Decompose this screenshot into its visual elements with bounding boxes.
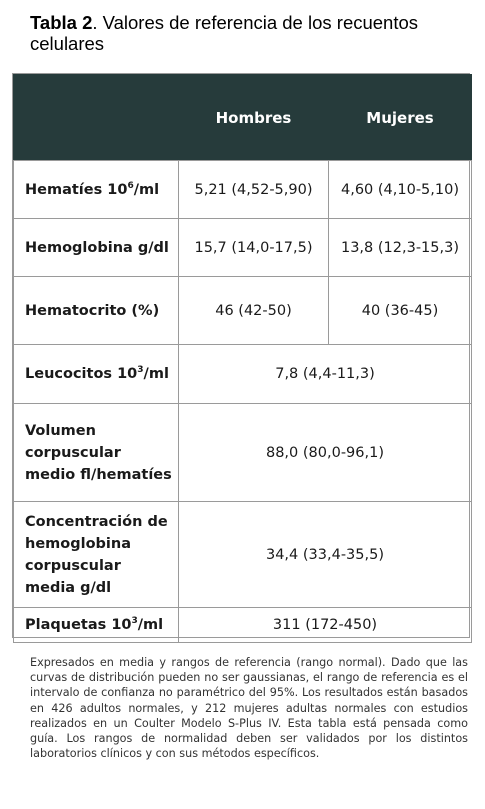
cell-hematocrito-mujeres: 40 (36-45) — [329, 277, 472, 345]
cell-volumen: 88,0 (80,0-96,1) — [179, 404, 472, 502]
caption-text: . Valores de referencia de los recuentos celulares — [30, 12, 419, 54]
table-row — [14, 277, 472, 345]
cell-hemoglobina-hombres: 15,7 (14,0-17,5) — [179, 219, 329, 277]
reference-values-table — [12, 73, 470, 638]
header-mujeres: Mujeres — [329, 75, 472, 161]
table-row — [14, 608, 472, 643]
header-blank — [14, 75, 179, 161]
table-row — [14, 345, 472, 404]
cell-hematies-mujeres: 4,60 (4,10-5,10) — [329, 161, 472, 219]
table-caption — [30, 12, 470, 54]
row-label-volumen: Volumen corpuscular medio fl/hematíes — [14, 404, 179, 502]
table-row — [14, 161, 472, 219]
cell-concentracion: 34,4 (33,4-35,5) — [179, 502, 472, 608]
row-label-hemoglobina: Hemoglobina g/dl — [14, 219, 179, 277]
table-row — [14, 219, 472, 277]
row-label-leucocitos: Leucocitos $10^3/ml$ — [14, 345, 179, 404]
table-footnote: Expresados en media y rangos de referencia (rango normal). Dado que las curvas de distribución pueden no ser gaussianas, el rango de referencia es el intervalo de confianza no paramétrico del 95%. Los resultados están basados en 426 adultos normales, y 212 mujeres adultas normales con estudios realizados en un Coulter Modelo S-Plus IV. Esta tabla está pensada como guía. Los rangos de normalidad deben ser validados por los distintos laboratorios clínicos y con sus métodos específicos. — [30, 656, 468, 761]
cell-hematies-hombres: 5,21 (4,52-5,90) — [179, 161, 329, 219]
row-label-hematies: Hematíes $10^6/ml$ — [14, 161, 179, 219]
table-row — [14, 502, 472, 608]
cell-leucocitos: 7,8 (4,4-11,3) — [179, 345, 472, 404]
table-row — [14, 404, 472, 502]
caption-label: Tabla 2 — [30, 12, 93, 33]
row-label-plaquetas: Plaquetas $10^3/ml$ — [14, 608, 179, 643]
cell-hemoglobina-mujeres: 13,8 (12,3-15,3) — [329, 219, 472, 277]
row-label-concentracion: Concentración de hemoglobina corpuscular media g/dl — [14, 502, 179, 608]
header-hombres: Hombres — [179, 75, 329, 161]
row-label-hematocrito: Hematocrito (%) — [14, 277, 179, 345]
cell-hematocrito-hombres: 46 (42-50) — [179, 277, 329, 345]
cell-plaquetas: 311 (172-450) — [179, 608, 472, 643]
